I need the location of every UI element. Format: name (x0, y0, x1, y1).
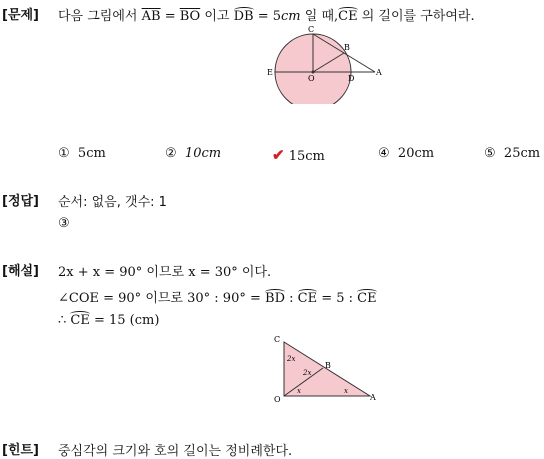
question-text: 일 때, (300, 9, 339, 24)
solution-line2 (58, 287, 377, 306)
arc-ce: CE (338, 9, 358, 24)
arc-ce: CE (357, 291, 377, 306)
problem-question (58, 5, 475, 24)
angle-x-o: x (297, 387, 301, 395)
label-c: C (308, 25, 315, 34)
segment-ab: $\overline{AB}$ (141, 9, 161, 24)
solution-text: ∠COE = 90° 이므로 30° : 90° = (58, 291, 266, 306)
label-b: B (344, 43, 350, 52)
solution-line3 (58, 313, 159, 328)
label-e: E (267, 68, 273, 77)
choice-text: 10cm (184, 146, 222, 161)
solution-text: : (285, 291, 298, 306)
problem-tag: [문제] (2, 8, 39, 23)
question-text: 이고 (200, 9, 234, 24)
solution-figure (270, 334, 380, 404)
hint-tag: [힌트] (2, 443, 39, 458)
solution-text: = 5 : (317, 291, 358, 306)
solution-text: = 15 (cm) (89, 313, 160, 328)
unit: cm (281, 9, 301, 24)
solution-line1: 2x + x = 90° 이므로 x = 30° 이다. (58, 265, 272, 280)
choice-5[interactable] (484, 146, 540, 161)
choice-number: ② (165, 146, 177, 161)
label-o: O (274, 395, 281, 404)
answer-tag: [정답] (2, 194, 39, 209)
question-text: 다음 그림에서 (58, 9, 142, 24)
equals: = (160, 9, 180, 24)
choice-1[interactable] (58, 146, 106, 161)
label-a: A (376, 68, 382, 77)
question-text: 의 길이를 구하여라. (357, 9, 475, 24)
choice-2[interactable] (165, 146, 221, 161)
label-b: B (325, 361, 331, 370)
equals-value: = 5 (253, 9, 282, 24)
choice-text: 25cm (503, 146, 541, 161)
choice-text: 15cm (288, 149, 325, 164)
label-a: A (370, 393, 376, 402)
choice-text: 5cm (77, 146, 106, 161)
arc-ce: CE (297, 291, 318, 306)
segment-bo: $\overline{BO}$ (179, 9, 201, 24)
label-o: O (308, 74, 315, 83)
choice-number: ④ (378, 146, 390, 161)
choice-number: ⑤ (484, 146, 496, 161)
angle-2x-b: 2x (303, 369, 312, 377)
solution-text: ∴ (58, 313, 71, 328)
arc-db: DB (233, 9, 254, 24)
answer-line1: 순서: 없음, 갯수: 1 (58, 195, 167, 210)
checkmark-icon: ✔ (272, 146, 285, 164)
angle-x-a: x (344, 387, 348, 395)
choice-text: 20cm (397, 146, 435, 161)
arc-ce: CE (70, 313, 90, 328)
solution-tag: [해설] (2, 264, 39, 279)
choice-3[interactable] (272, 146, 325, 164)
choice-number: ① (58, 146, 70, 161)
angle-2x-c: 2x (287, 355, 296, 363)
choice-4[interactable] (378, 146, 434, 161)
problem-figure (265, 24, 385, 104)
arc-bd: BD (265, 291, 285, 306)
label-c: C (274, 335, 281, 344)
label-d: D (348, 74, 355, 83)
answer-line2: ③ (58, 216, 70, 231)
hint-text: 중심각의 크기와 호의 길이는 정비례한다. (58, 444, 293, 459)
